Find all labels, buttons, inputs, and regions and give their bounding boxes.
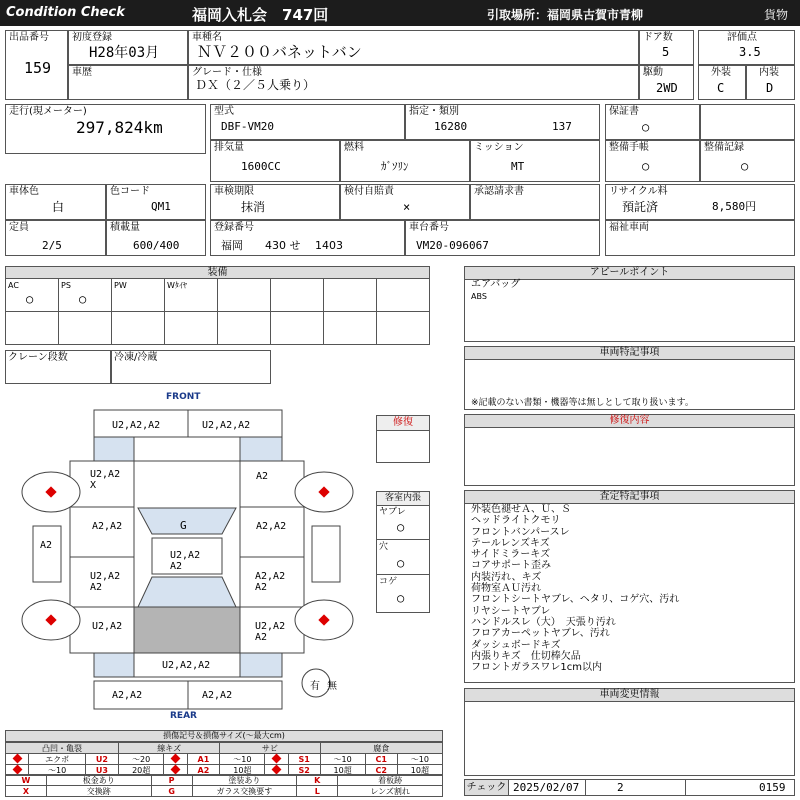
inspector-note: フロアカーペットヤブレ、汚れ <box>471 628 610 640</box>
legend-cell: 20超 <box>119 765 164 776</box>
check-divider <box>685 780 686 795</box>
doors-label: ドア数 <box>643 32 673 43</box>
legend-group-dent: 凸凹・亀裂 <box>6 743 119 754</box>
legend-cell: C2 <box>365 765 397 776</box>
damage-left-quarter: U2,A2 <box>92 621 123 632</box>
auction-title: 福岡入札会 747回 <box>192 6 329 24</box>
doors-value: 5 <box>662 45 670 59</box>
fuel-cell <box>340 140 470 182</box>
exterior-label: 外装 <box>711 67 731 78</box>
warranty-label: 保証書 <box>609 106 639 117</box>
drive-label: 駆動 <box>643 67 663 78</box>
windshield <box>138 508 236 534</box>
legend-title: 損傷記号＆損傷サイズ(～最大cm) <box>5 730 443 742</box>
inspector-note: フロントバンパースレ <box>471 526 570 538</box>
color-code-value: QM1 <box>151 200 171 213</box>
maint-book-label: 整備手帳 <box>609 142 649 153</box>
first-reg-label: 初度登録 <box>72 32 112 43</box>
color-code-label: 色コード <box>110 186 150 197</box>
cabin-hole-mark: ○ <box>397 556 405 570</box>
class-number: 137 <box>552 120 572 133</box>
damage-left-mirror: A2 <box>40 540 53 551</box>
inspection-label: 車検期限 <box>214 186 254 197</box>
legend-cell: ～10 <box>397 754 442 765</box>
equip-blank-4 <box>376 278 430 312</box>
legend-code: X <box>6 786 47 797</box>
cabin-burn-mark: ○ <box>397 591 405 605</box>
history-cell <box>68 65 188 100</box>
recycle-fee: 8,580円 <box>712 200 757 213</box>
warranty-blank-cell <box>700 104 795 140</box>
drive-cell <box>639 65 694 100</box>
lot-number-cell <box>5 30 68 100</box>
equip-wtire <box>164 278 218 312</box>
first-reg-cell <box>68 30 188 65</box>
legend-code-text: ガラス交換要す <box>192 786 297 797</box>
special-title: 車両特記事項 <box>465 347 794 360</box>
grille-panel <box>134 437 240 461</box>
right-fender-panel <box>240 461 304 507</box>
appeal-box <box>464 266 795 342</box>
repair-content-title: 修復内容 <box>465 415 794 428</box>
damage-roof: U2,A2 A2 <box>170 550 201 572</box>
mileage-cell <box>5 104 206 154</box>
legend-cell: ～10 <box>220 754 265 765</box>
reg-no-value: 福岡 430 せ 1403 <box>221 239 343 252</box>
legend-codes-table <box>5 774 443 797</box>
legend-group-scratch: 線キズ <box>119 743 220 754</box>
equip-blank-11 <box>323 311 377 345</box>
cabin-tear-label: ヤブレ <box>379 507 406 517</box>
cabin-title: 客室内張 <box>377 492 429 506</box>
approval-cell <box>470 184 600 220</box>
legend-red-diamond-icon <box>164 754 187 765</box>
equip-pw <box>111 278 165 312</box>
insurance-label: 検付自賠責 <box>344 186 394 197</box>
interior-label: 内装 <box>759 67 779 78</box>
inspector-note: 外装色褪せＡ、Ｕ、Ｓ <box>471 504 571 515</box>
legend-cell: A1 <box>187 754 220 765</box>
interior-cell <box>746 65 795 100</box>
legend-red-diamond-icon <box>6 754 29 765</box>
spare-tire-none: 無 <box>327 681 337 692</box>
color-code-cell <box>106 184 206 220</box>
type-label: 型式 <box>214 106 234 117</box>
appeal-line-2: ABS <box>471 292 487 301</box>
cabin-tear-mark: ○ <box>397 520 405 534</box>
type-value: DBF-VM20 <box>221 120 274 133</box>
type-cell <box>210 104 405 140</box>
warranty-cell <box>605 104 700 140</box>
chassis-cell <box>405 220 600 256</box>
check-number: 2 <box>617 781 624 794</box>
displacement-cell <box>210 140 340 182</box>
maint-record-cell <box>700 140 795 182</box>
legend-red-diamond-icon <box>265 754 288 765</box>
damage-right-rear-door: A2,A2 A2 <box>255 571 286 593</box>
damage-left-fender: U2,A2 X <box>90 469 121 491</box>
cabin-burn-label: コゲ <box>379 577 398 587</box>
legend-cell: エクボ <box>29 754 85 765</box>
score-label: 評価点 <box>727 32 757 43</box>
check-label: チェック <box>465 780 509 795</box>
tail-lamp-right <box>240 653 282 677</box>
load-label: 積載量 <box>110 222 140 233</box>
capacity-label: 定員 <box>9 222 29 233</box>
reg-no-cell <box>210 220 405 256</box>
inspector-note: ヘッドライトクモリ <box>471 515 561 527</box>
equip-pw-label: PW <box>114 281 127 290</box>
body-color-value: 白 <box>52 200 65 214</box>
damage-rear-gate: U2,A2,A2 <box>162 660 211 671</box>
cabin-hole-label: 穴 <box>379 542 389 552</box>
legend-cell: 10超 <box>320 765 365 776</box>
equip-ac-mark: ○ <box>26 292 34 306</box>
mission-value: MT <box>511 160 525 173</box>
left-front-door-panel <box>70 507 134 557</box>
legend-code: P <box>151 775 192 786</box>
inspector-note: テールレンズキズ <box>471 537 550 549</box>
damage-right-fender: A2 <box>256 471 269 482</box>
score-value: 3.5 <box>739 45 761 59</box>
designation-cell <box>405 104 600 140</box>
equip-blank-2 <box>270 278 324 312</box>
displacement-label: 排気量 <box>214 142 244 153</box>
equip-blank-6 <box>58 311 112 345</box>
lot-number: 159 <box>24 59 52 77</box>
legend-group-corrosion: 腐食 <box>320 743 442 754</box>
right-front-door-panel <box>240 507 304 557</box>
legend-code-text: 着板跡 <box>338 775 443 786</box>
insurance-cell <box>340 184 470 220</box>
equip-blank-8 <box>164 311 218 345</box>
vehicle-category: 貨物 <box>764 8 789 22</box>
crane-label: クレーン段数 <box>8 352 68 363</box>
capacity-value: 2/5 <box>42 239 62 252</box>
capacity-cell <box>5 220 106 256</box>
inspection-cell <box>210 184 340 220</box>
designation-value: 16280 <box>434 120 468 133</box>
welfare-cell <box>605 220 795 256</box>
equip-ac-label: AC <box>8 281 19 290</box>
doors-cell <box>639 30 694 65</box>
maint-record-label: 整備記録 <box>704 142 744 153</box>
interior-value: D <box>766 81 774 95</box>
damage-left-front-door: A2,A2 <box>92 521 123 532</box>
pickup-location: 引取場所：福岡県古賀市青柳 <box>487 8 644 22</box>
load-cell <box>106 220 206 256</box>
equip-wtire-label: Wﾀｲﾔ <box>167 281 187 290</box>
inspector-title: 査定特記事項 <box>465 491 794 504</box>
legend-cell: U3 <box>85 765 118 776</box>
equip-blank-9 <box>217 311 271 345</box>
mission-cell <box>470 140 600 182</box>
damage-rear-bumper-left: A2,A2 <box>112 690 143 701</box>
mission-label: ミッション <box>474 142 524 153</box>
body-color-cell <box>5 184 106 220</box>
inspector-note: ハンドルスレ（大） 天張り汚れ <box>471 616 616 628</box>
legend-code-text: 交換跡 <box>46 786 151 797</box>
equip-blank-12 <box>376 311 430 345</box>
rear-window <box>138 577 236 607</box>
inspector-note: フロントシートヤブレ、ヘタリ、コゲ穴、汚れ <box>471 594 680 606</box>
legend-table <box>5 742 443 776</box>
legend-cell: C1 <box>365 754 397 765</box>
drive-value: 2WD <box>656 81 678 95</box>
appeal-line-1: エアバッグ <box>471 279 521 290</box>
legend-cell: A2 <box>187 765 220 776</box>
equip-blank-5 <box>5 311 59 345</box>
recycle-cell <box>605 184 795 220</box>
check-code: 0159 <box>759 781 786 794</box>
left-mirror-panel <box>33 526 61 582</box>
history-label: 車歴 <box>72 67 92 78</box>
fuel-value: ｶﾞｿﾘﾝ <box>381 160 409 173</box>
score-cell <box>698 30 795 65</box>
recycle-label: リサイクル料 <box>609 186 668 197</box>
check-row <box>464 779 795 796</box>
legend-cell: ～10 <box>29 765 85 776</box>
legend-cell: U2 <box>85 754 118 765</box>
recycle-status: 預託済 <box>622 200 659 214</box>
brand-title: Condition Check <box>6 5 125 20</box>
legend-group-rust: サビ <box>220 743 320 754</box>
mileage-value: 297,824km <box>76 118 163 137</box>
check-divider <box>585 780 586 795</box>
inspector-note: サイドミラーキズ <box>471 549 551 561</box>
damage-right-quarter: U2,A2 A2 <box>255 621 286 643</box>
change-box <box>464 688 795 776</box>
approval-label: 承認請求書 <box>474 186 524 197</box>
legend-code-text: レンズ割れ <box>338 786 443 797</box>
legend-code-text: 塗装あり <box>192 775 297 786</box>
inspector-box <box>464 490 795 683</box>
equip-blank-1 <box>217 278 271 312</box>
headlight-left <box>94 437 134 461</box>
grade-cell <box>188 65 639 100</box>
damage-windshield: G <box>180 519 187 532</box>
legend-code-text: 板金あり <box>46 775 151 786</box>
special-note: ※記載のない書類・機器等は無しとして取り扱います。 <box>471 398 694 408</box>
maint-book-mark: ○ <box>642 159 650 173</box>
equip-ps <box>58 278 112 312</box>
legend-cell: 10超 <box>220 765 265 776</box>
equip-ps-mark: ○ <box>79 292 87 306</box>
legend-code: G <box>151 786 192 797</box>
damage-left-rear-door: U2,A2 A2 <box>90 571 121 593</box>
spare-tire-present: 有 <box>310 681 320 692</box>
appeal-title: アピールポイント <box>465 267 794 280</box>
inspector-note: コアサポート歪み <box>471 560 551 572</box>
legend-code: K <box>297 775 338 786</box>
right-mirror-panel <box>312 526 340 582</box>
inspector-note: フロントガラスワレ1cm以内 <box>471 662 603 674</box>
change-title: 車両変更情報 <box>465 689 794 702</box>
displacement-value: 1600CC <box>241 160 281 173</box>
maint-book-cell <box>605 140 700 182</box>
legend-cell: ～10 <box>320 754 365 765</box>
headlight-right <box>240 437 282 461</box>
fuel-label: 燃料 <box>344 142 364 153</box>
freezer-label: 冷凍/冷蔵 <box>114 352 158 363</box>
equip-blank-10 <box>270 311 324 345</box>
repair-label: 修復 <box>377 416 429 431</box>
inspector-notes <box>471 504 679 673</box>
chassis-label: 車台番号 <box>409 222 449 233</box>
equip-ps-label: PS <box>61 281 71 290</box>
check-date: 2025/02/07 <box>513 781 580 794</box>
inspector-note: ダッシュボードキズ <box>471 639 561 651</box>
repair-content-box <box>464 414 795 486</box>
damage-right-front-door: A2,A2 <box>256 521 287 532</box>
inspector-note: リヤシートヤブレ <box>471 605 551 617</box>
insurance-mark: × <box>403 200 411 214</box>
legend-cell: S1 <box>288 754 320 765</box>
model-name-label: 車種名 <box>192 32 222 43</box>
maint-record-mark: ○ <box>741 159 749 173</box>
cabin-divider <box>377 574 429 575</box>
legend-cell: S2 <box>288 765 320 776</box>
equipment-title: 装備 <box>5 266 430 279</box>
exterior-value: C <box>717 81 725 95</box>
inspector-note: 内張りキズ 仕切棒欠品 <box>471 650 581 662</box>
freezer-cell <box>111 350 271 384</box>
inspector-note: 荷物室ＡＵ汚れ <box>471 583 541 595</box>
equip-ac <box>5 278 59 312</box>
mileage-label: 走行(現メーター) <box>9 106 87 117</box>
crane-cell <box>5 350 111 384</box>
body-color-label: 車体色 <box>9 186 39 197</box>
damage-front-bumper-left: U2,A2,A2 <box>112 420 161 431</box>
damage-front-bumper-right: U2,A2,A2 <box>202 420 251 431</box>
exterior-cell <box>698 65 746 100</box>
legend-cell: 10超 <box>397 765 442 776</box>
cabin-box <box>376 491 430 613</box>
grade-value: ＤＸ（２／５人乗り） <box>195 78 316 92</box>
grade-label: グレード・仕様 <box>192 67 262 78</box>
welfare-label: 福祉車両 <box>609 222 649 233</box>
tail-lamp-left <box>94 653 134 677</box>
model-name-cell <box>188 30 639 65</box>
cargo-floor <box>134 607 240 653</box>
rear-label: REAR <box>170 711 197 721</box>
equip-blank-7 <box>111 311 165 345</box>
legend-cell: ～20 <box>119 754 164 765</box>
load-value: 600/400 <box>133 239 180 252</box>
model-name: ＮＶ２００バネットバン <box>197 43 362 61</box>
repair-box <box>376 415 430 463</box>
header-bar <box>0 0 800 26</box>
legend-code: W <box>6 775 47 786</box>
special-box <box>464 346 795 410</box>
equip-blank-3 <box>323 278 377 312</box>
designation-label: 指定・類別 <box>409 106 459 117</box>
reg-no-label: 登録番号 <box>214 222 254 233</box>
chassis-value: VM20-096067 <box>416 239 489 252</box>
lot-number-label: 出品番号 <box>9 32 49 43</box>
cabin-divider <box>377 539 429 540</box>
damage-rear-bumper-right: A2,A2 <box>202 690 233 701</box>
inspection-value: 抹消 <box>241 200 266 214</box>
front-label: FRONT <box>166 392 201 402</box>
first-reg-value: H28年03月 <box>89 45 160 61</box>
inspector-note: 内装汚れ、キズ <box>471 571 542 583</box>
warranty-mark: ○ <box>642 120 650 134</box>
legend-code: L <box>297 786 338 797</box>
